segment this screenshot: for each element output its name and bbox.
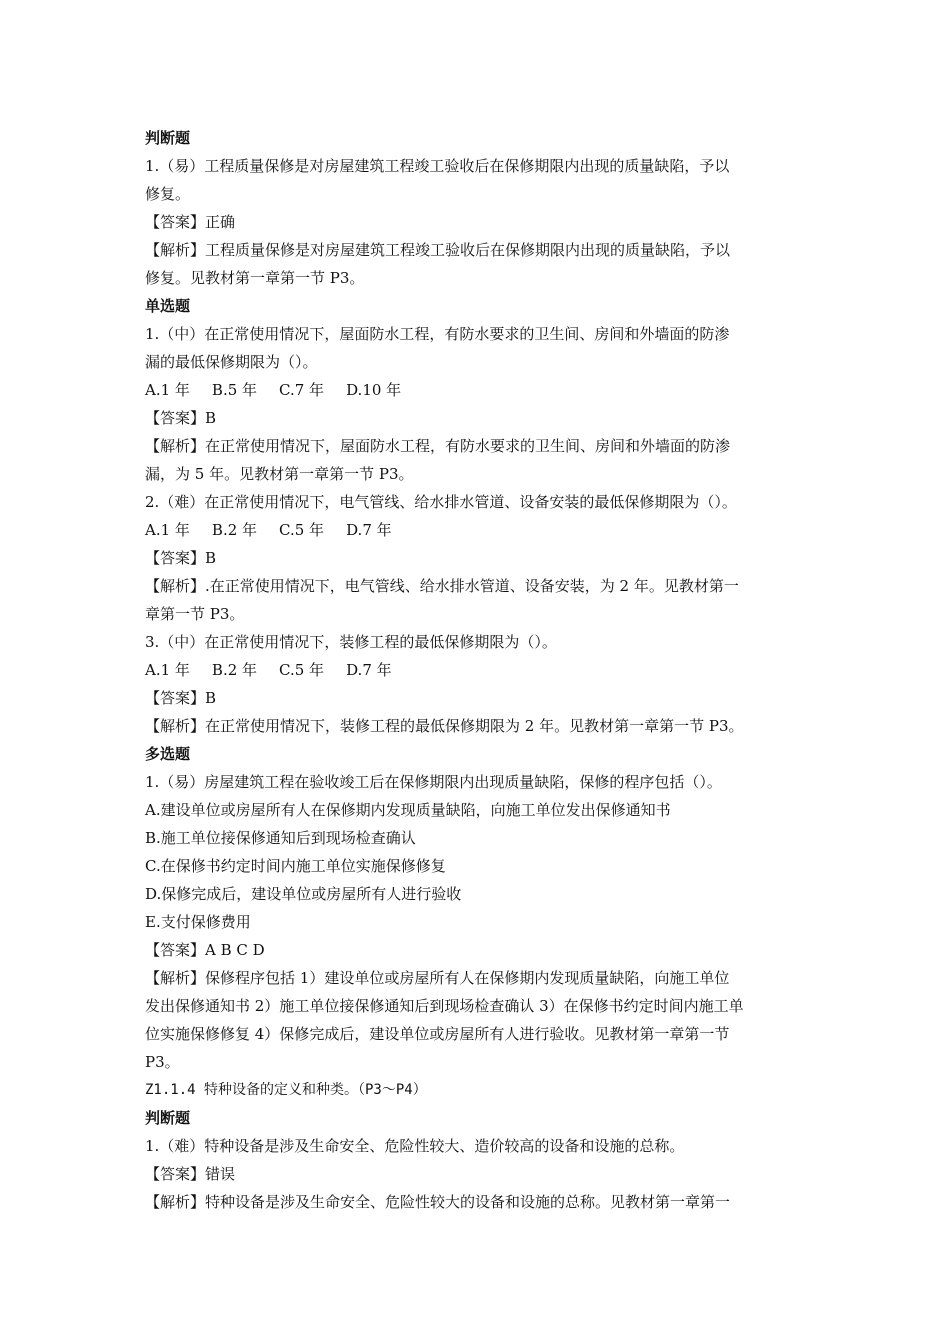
answer-line (145, 208, 810, 236)
answer-label: 【答案】 (145, 941, 206, 959)
explanation-text: 在正常使用情况下，装修工程的最低保修期限为 2 年。见教材第一章第一节 P3。 (205, 717, 744, 735)
explanation-text: 工程质量保修是对房屋建筑工程竣工验收后在保修期限内出现的质量缺陷，予以 (205, 241, 731, 259)
options-row (145, 516, 810, 544)
section-heading: 判断题 (145, 1109, 191, 1127)
answer-label: 【答案】 (145, 409, 206, 427)
explanation-line (145, 964, 810, 992)
explanation-line (145, 712, 810, 740)
section-heading: 判断题 (145, 129, 191, 147)
option: B.5 年 (211, 381, 258, 399)
answer-label: 【答案】 (145, 213, 206, 231)
question-text: 2.（难）在正常使用情况下，电气管线、给水排水管道、设备安装的最低保修期限为（）。 (145, 493, 737, 511)
explanation-line (145, 572, 810, 600)
section-heading: 多选题 (145, 745, 191, 763)
explanation-line (145, 1188, 810, 1216)
answer-value: 正确 (205, 213, 236, 231)
answer-value: A B C D (205, 941, 265, 959)
options-row (145, 376, 810, 404)
options-row (145, 656, 810, 684)
explanation-label: 【解析】 (145, 241, 206, 259)
explanation-label: 【解析】 (145, 969, 206, 987)
question-text: 修复。 (145, 185, 191, 203)
explanation-label: 【解析】 (145, 1193, 206, 1211)
answer-label: 【答案】 (145, 549, 206, 567)
explanation-label: 【解析】 (145, 717, 206, 735)
question-text: 1.（易）工程质量保修是对房屋建筑工程竣工验收后在保修期限内出现的质量缺陷，予以 (145, 157, 730, 175)
answer-label: 【答案】 (145, 1165, 206, 1183)
answer-value: B (205, 409, 217, 427)
explanation-text: .在正常使用情况下，电气管线、给水排水管道、设备安装，为 2 年。见教材第一 (205, 577, 739, 595)
explanation-text: 特种设备是涉及生命安全、危险性较大的设备和设施的总称。见教材第一章第一 (205, 1193, 731, 1211)
option: A.建设单位或房屋所有人在保修期内发现质量缺陷，向施工单位发出保修通知书 (145, 801, 671, 819)
explanation-label: 【解析】 (145, 437, 206, 455)
question-text: 1.（易）房屋建筑工程在验收竣工后在保修期限内出现质量缺陷，保修的程序包括（）。 (145, 773, 722, 791)
answer-line (145, 544, 810, 572)
option: D.保修完成后，建设单位或房屋所有人进行验收 (145, 885, 462, 903)
answer-line (145, 1160, 810, 1188)
option: C.7 年 (279, 381, 325, 399)
section-heading: 单选题 (145, 297, 191, 315)
answer-line (145, 936, 810, 964)
explanation-line (145, 432, 810, 460)
question-text: 1.（中）在正常使用情况下，屋面防水工程，有防水要求的卫生间、房间和外墙面的防渗 (145, 325, 730, 343)
explanation-text: 发出保修通知书 2）施工单位接保修通知后到现场检查确认 3）在保修书约定时间内施工单 (145, 997, 744, 1015)
explanation-text: 章第一节 P3。 (145, 605, 245, 623)
explanation-text: 漏，为 5 年。见教材第一章第一节 P3。 (145, 465, 414, 483)
option: D.7 年 (346, 521, 392, 539)
explanation-text: P3。 (145, 1053, 180, 1071)
option: A.1 年 (145, 521, 190, 539)
option: C.5 年 (279, 521, 325, 539)
explanation-text: 保修程序包括 1）建设单位或房屋所有人在保修期内发现质量缺陷，向施工单位 (205, 969, 730, 987)
chapter-heading: Z1.1.4 特种设备的定义和种类。（P3～P4） (145, 1082, 427, 1098)
answer-label: 【答案】 (145, 689, 206, 707)
answer-value: B (205, 549, 217, 567)
answer-line (145, 404, 810, 432)
option: B.2 年 (211, 661, 258, 679)
explanation-text: 修复。见教材第一章第一节 P3。 (145, 269, 365, 287)
option: B.2 年 (211, 521, 258, 539)
option: B.施工单位接保修通知后到现场检查确认 (145, 829, 416, 847)
option: D.7 年 (346, 661, 392, 679)
question-text: 3.（中）在正常使用情况下，装修工程的最低保修期限为（）。 (145, 633, 557, 651)
explanation-line (145, 236, 810, 264)
question-text: 1.（难）特种设备是涉及生命安全、危险性较大、造价较高的设备和设施的总称。 (145, 1137, 685, 1155)
question-text: 漏的最低保修期限为（）。 (145, 353, 318, 371)
document-page (145, 124, 810, 1216)
option: C.5 年 (279, 661, 325, 679)
explanation-text: 位实施保修修复 4）保修完成后，建设单位或房屋所有人进行验收。见教材第一章第一节 (145, 1025, 730, 1043)
answer-line (145, 684, 810, 712)
answer-value: B (205, 689, 217, 707)
option: D.10 年 (346, 381, 402, 399)
option: A.1 年 (145, 661, 190, 679)
option: C.在保修书约定时间内施工单位实施保修修复 (145, 857, 446, 875)
answer-value: 错误 (205, 1165, 236, 1183)
option: A.1 年 (145, 381, 190, 399)
option: E.支付保修费用 (145, 913, 251, 931)
explanation-text: 在正常使用情况下，屋面防水工程，有防水要求的卫生间、房间和外墙面的防渗 (205, 437, 731, 455)
explanation-label: 【解析】 (145, 577, 206, 595)
